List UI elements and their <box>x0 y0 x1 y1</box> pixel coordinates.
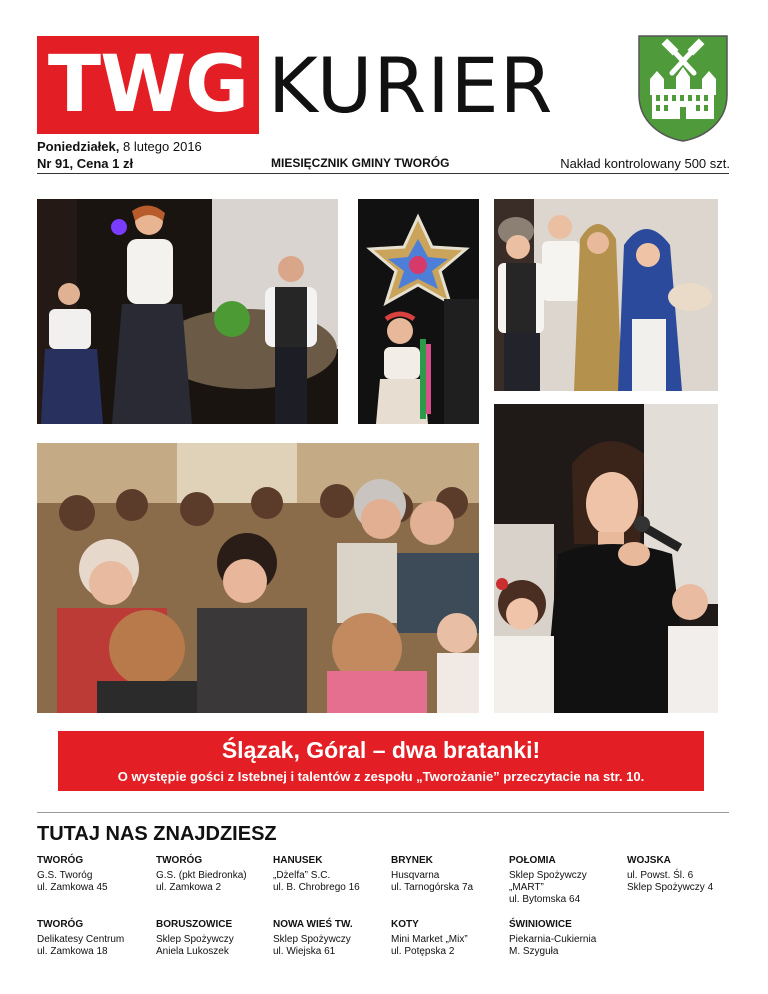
location-item: TWORÓG Delikatesy Centrum ul. Zamkowa 18 <box>37 919 125 957</box>
banner-headline: Ślązak, Góral – dwa bratanki! <box>221 737 541 763</box>
issue-date: Poniedziałek, 8 lutego 2016 <box>37 139 202 154</box>
location-item: BRYNEK Husqvarna ul. Tarnogórska 7a <box>391 855 474 893</box>
location-item: POŁOMIA Sklep Spożywczy „MART” ul. Bytomska 64 <box>509 855 587 905</box>
location-item: NOWA WIEŚ TW. Sklep Spożywczy ul. Wiejska 61 <box>273 919 353 957</box>
banner-subheadline: O występie gości z Istebnej i talentów z zespołu „Tworożanie” przeczytacie na str. 10. <box>117 769 645 784</box>
location-item: ŚWINIOWICE Piekarnia-Cukiernia M. Szyguła <box>509 919 597 957</box>
headline-banner <box>58 731 704 791</box>
section-divider <box>37 812 729 813</box>
issue-number-price: Nr 91, Cena 1 zł <box>37 156 134 171</box>
photo-singer-with-microphone <box>494 404 718 713</box>
coat-of-arms-icon <box>636 33 730 143</box>
photo-stage-performers <box>37 199 338 424</box>
photo-nativity-children <box>494 199 718 391</box>
photo-star-carolers <box>358 199 479 424</box>
circulation-note: Nakład kontrolowany 500 szt. <box>560 156 730 171</box>
photo-audience <box>37 443 479 713</box>
location-item: TWORÓG G.S. Tworóg ul. Zamkowa 45 <box>37 855 108 893</box>
locations-heading: TUTAJ NAS ZNAJDZIESZ <box>37 823 277 845</box>
location-item: TWORÓG G.S. (pkt Biedronka) ul. Zamkowa 2 <box>156 855 247 893</box>
location-item: BORUSZOWICE Sklep Spożywczy Aniela Lukoszek <box>156 919 234 957</box>
logo-kurier: KURIER <box>268 41 554 130</box>
location-item: KOTY Mini Market „Mix” ul. Potępska 2 <box>391 919 468 957</box>
header-divider <box>37 173 729 174</box>
publication-subtitle: MIESIĘCZNIK GMINY TWORÓG <box>271 156 450 170</box>
location-item: WOJSKA ul. Powst. Śl. 6 Sklep Spożywczy 4 <box>627 855 714 893</box>
location-item: HANUSEK „Dżelfa” S.C. ul. B. Chrobrego 16 <box>273 855 360 893</box>
logo-twg: TWG <box>37 36 259 134</box>
